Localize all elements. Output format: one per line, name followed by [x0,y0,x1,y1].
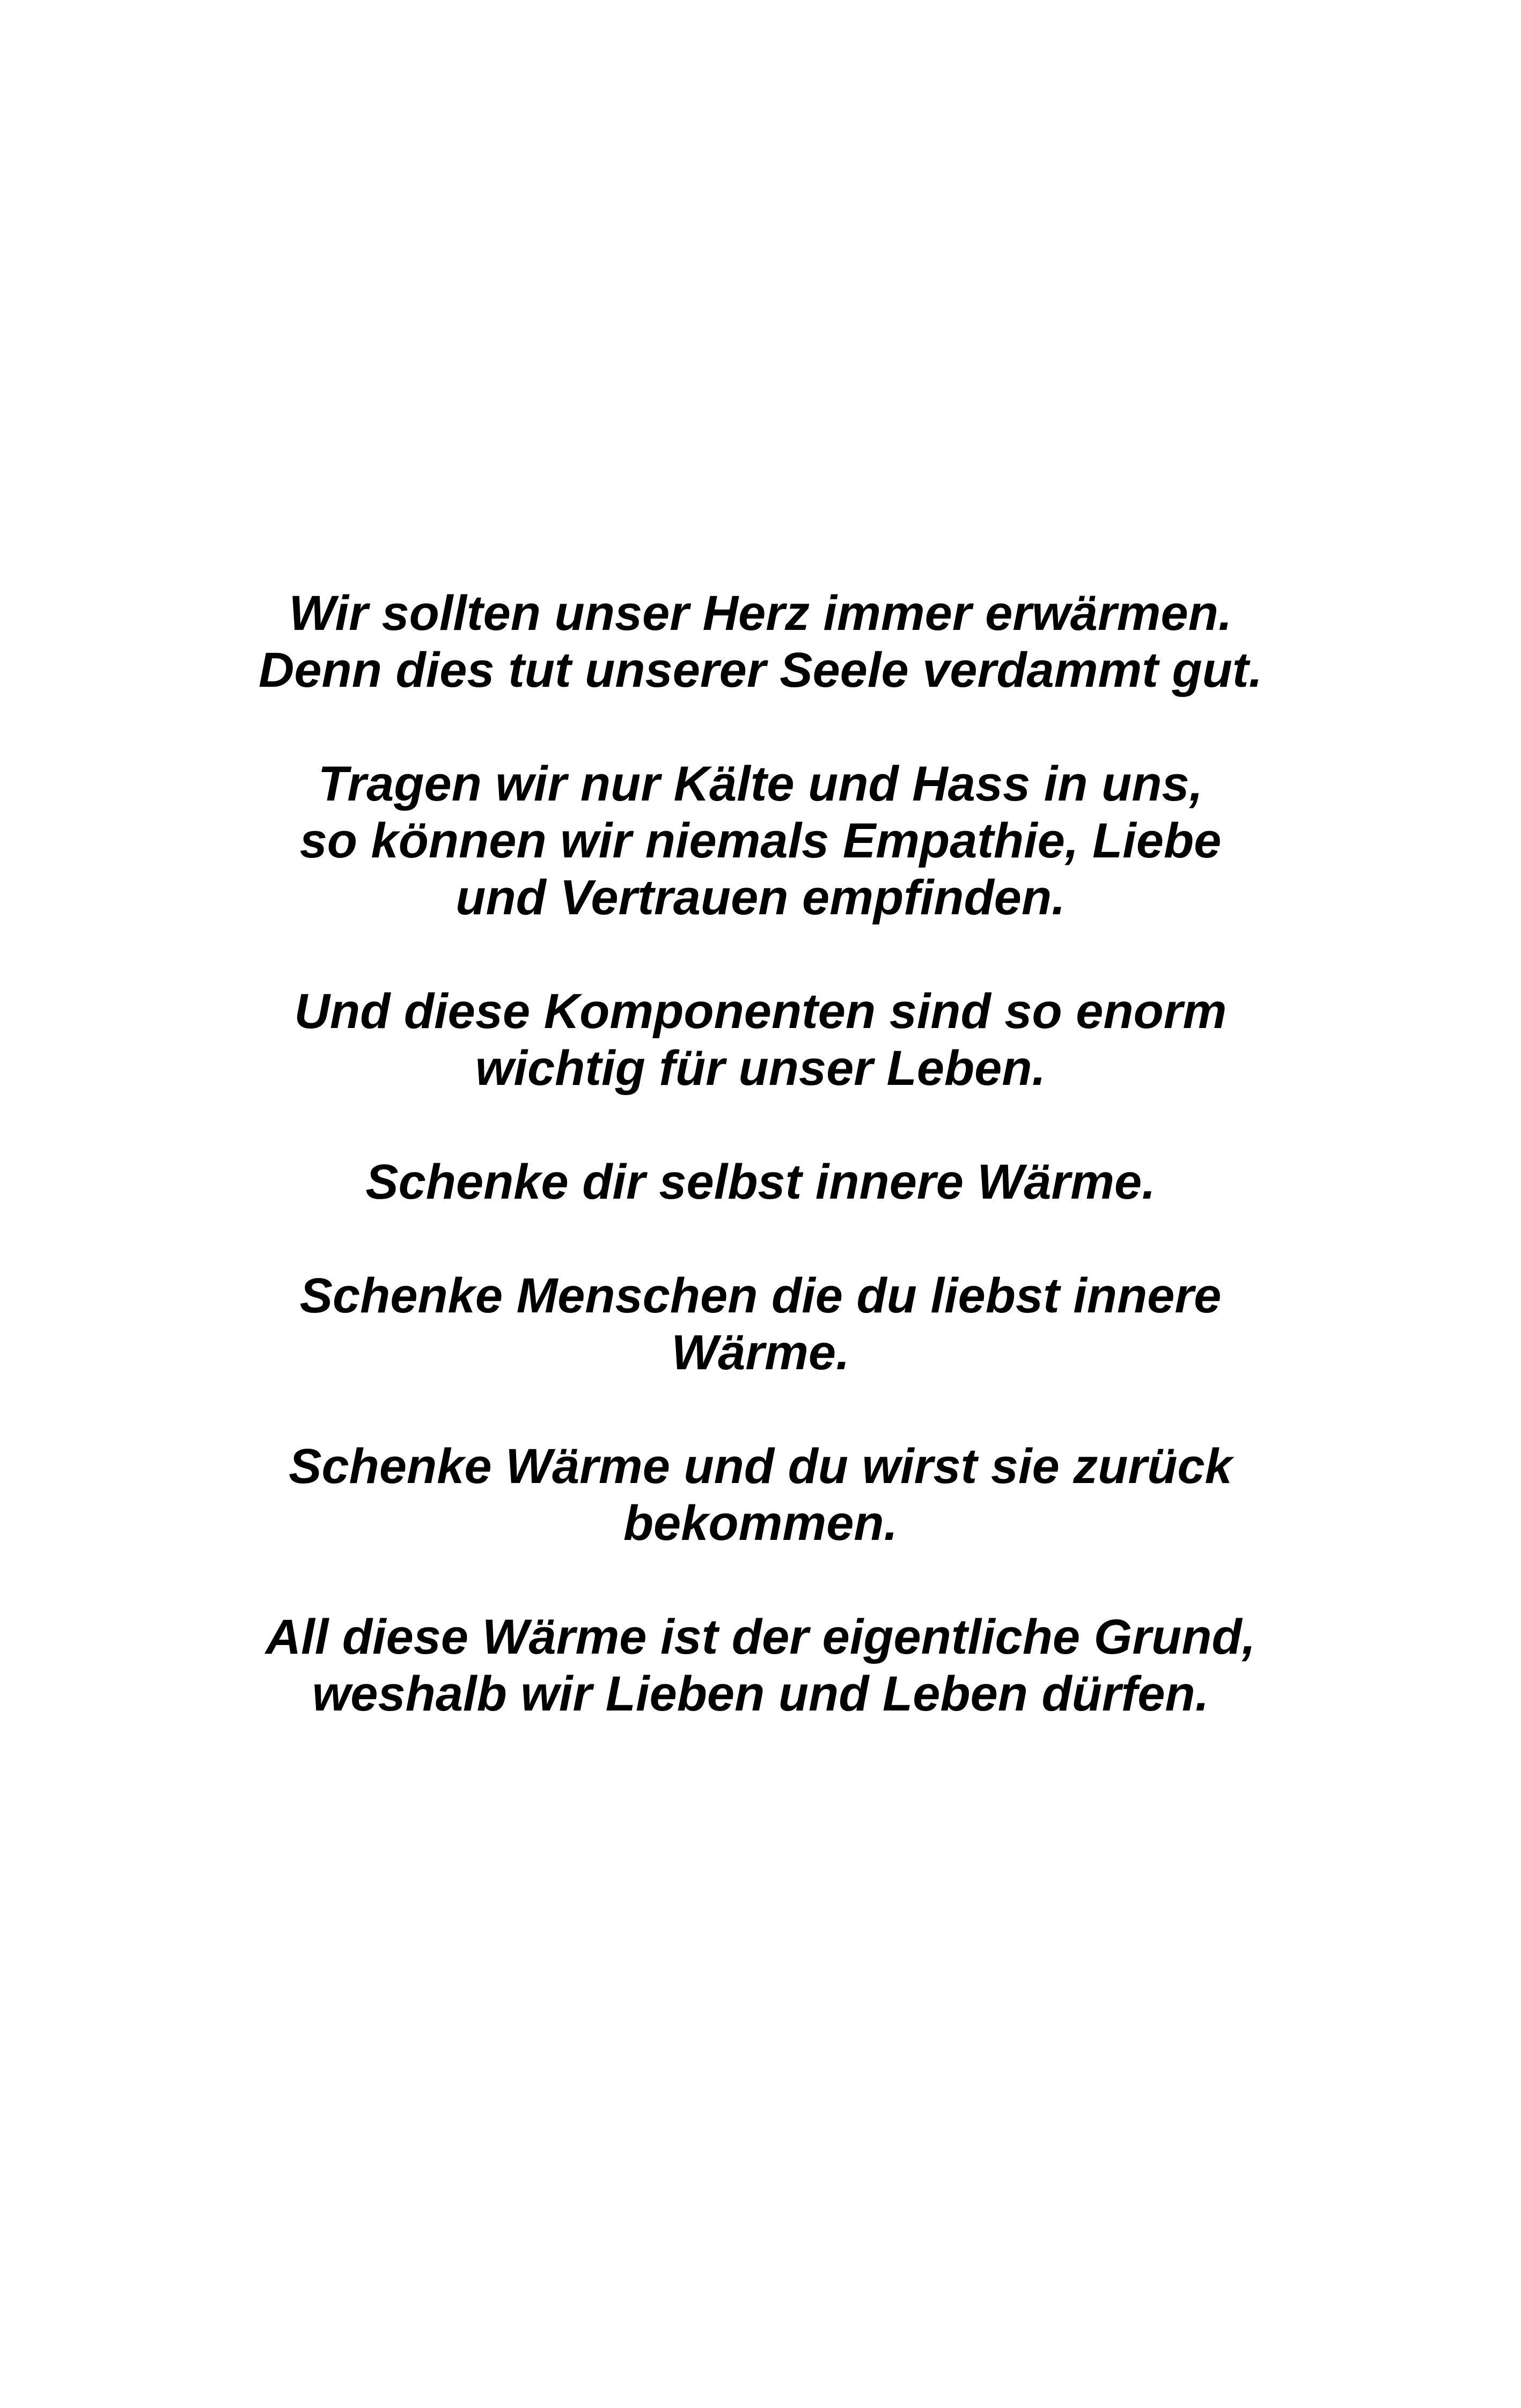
stanza-1 [0,585,1521,699]
poem-line: Denn dies tut unserer Seele verdammt gut. [258,643,1263,698]
poem-line: bekommen. [623,1496,898,1551]
poem-line: weshalb wir Lieben und Leben dürfen. [312,1666,1209,1721]
poem-line: All diese Wärme ist der eigentliche Grund, [265,1610,1256,1664]
poem-line: Wärme. [671,1325,850,1380]
poem-line: wichtig für unser Leben. [475,1041,1046,1096]
stanza-5 [0,1267,1521,1381]
stanza-6 [0,1438,1521,1552]
stanza-3 [0,983,1521,1097]
stanza-7 [0,1609,1521,1722]
stanza-2 [0,755,1521,926]
poem-text [0,585,1521,1722]
poem-line: Schenke dir selbst innere Wärme. [365,1155,1156,1209]
poem-line: Und diese Komponenten sind so enorm [294,984,1227,1039]
poem-line: so können wir niemals Empathie, Liebe [299,813,1222,868]
poem-line: Schenke Menschen die du liebst innere [299,1268,1222,1323]
poem-line: Schenke Wärme und du wirst sie zurück [289,1439,1232,1494]
stanza-4 [0,1154,1521,1210]
poem-line: und Vertrauen empfinden. [455,870,1066,925]
poem-line: Tragen wir nur Kälte und Hass in uns, [318,757,1203,811]
poem-line: Wir sollten unser Herz immer erwärmen. [289,586,1232,641]
